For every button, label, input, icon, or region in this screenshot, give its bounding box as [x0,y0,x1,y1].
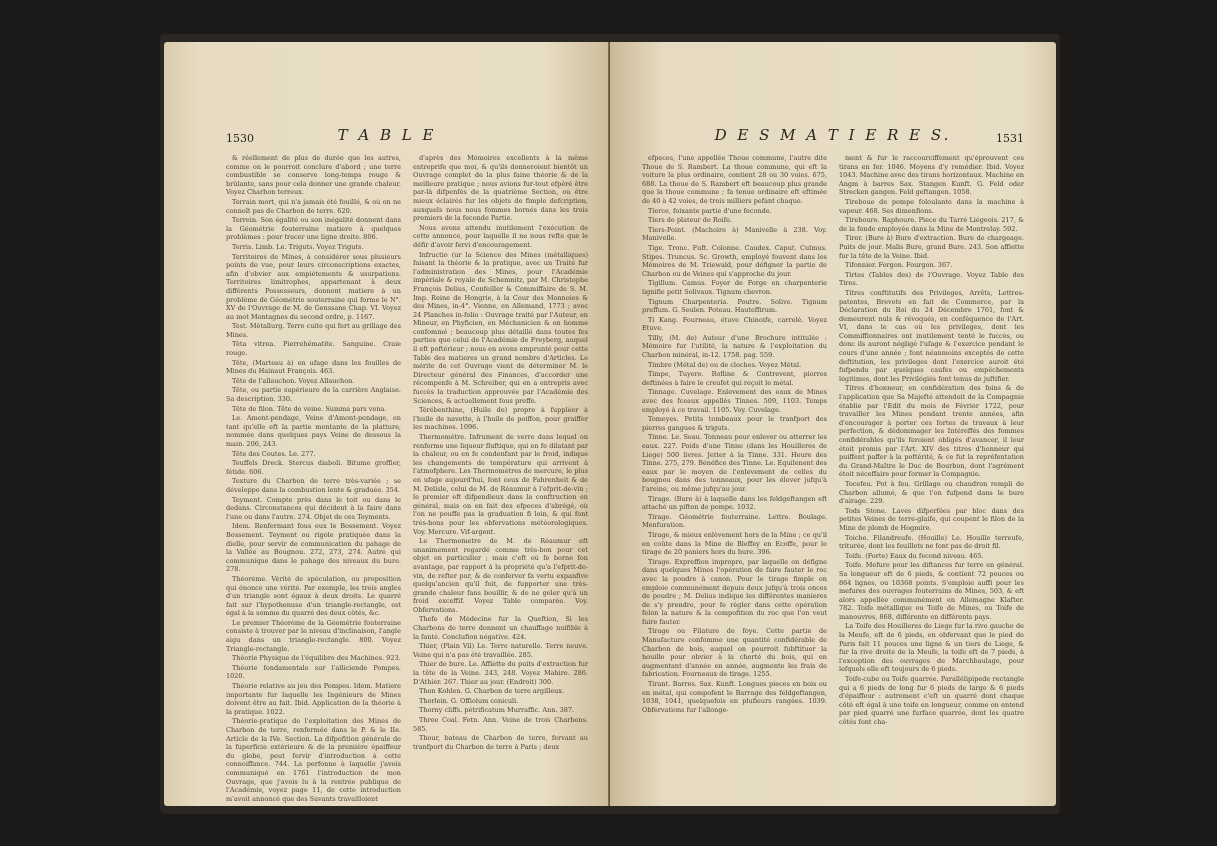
index-entry: Tocefeu. Pot à feu. Grillage ou chaudron rempli de Charbon allumé, & que l'on fufpend dans le bure d'airage. 229. [839,479,1024,506]
index-entry: Texture du Charbon de terre très-variée ; se développe dans la combustion lente & graduée. 354. [226,477,401,494]
index-entry: Tirage. (Bure à) à laquelle dans les feldgeftangen eft attaché un pifton de pompe. 1032. [642,494,827,512]
index-entry: Tête de l'allauchon. Voyez Allauchon. [232,376,355,385]
index-entry: Théorie fondamentale sur l'alliciende Pompes. 1020. [226,663,401,681]
index-entry: efpeces, l'une appellée Thoue commune, l'autre dite Thoue de S. Rambert. La thoue commune, qui eft la voiture la plus ordinaire, contient 28 ou 30 voies. 675, 688. La thoue de S. Rambert eft beaucoup plus grande que la thoue commune ; fa tenue ordinaire eft eftimée de 40 à 42 voies, de trois milliers pefant chaque. [642,154,827,205]
index-entry: Toife. (Forte) Eaux du fecond niveau. 465. [845,551,984,560]
index-entry: Terrein. Son égalité ou son inégalité donnent dans la Géométrie fouterraine matiere à quelques problèmes : pour tracer une ligne droite. 806. [226,216,401,242]
index-entry: Territoires de Mines, à considérer sous plusieurs points de vue, pour leurs circonscriptions exactes, afin d'obvier aux empiétements & usurpations. Territoires limitrophes, appartenant à deux différents Possesseurs, donnent matiere à un problème de Géométrie souterraine qui forme le N°. XV de l'Ouvrage de M. de Genssane Chap. VI. Voyez au mot Montagnes du second ordre, p. 1167. [226,252,401,321]
index-entry: Le. Amont-pendage, Veine d'Amont-pendage, en tant qu'elle eft la partie montante de la platture, nommée dans quelques pays Veine de dessous la main. 206, 243. [226,414,401,448]
index-entry: Test. Métallurg. Terre cuite qui fert au grillage des Mines. [226,322,401,339]
index-entry: Terris. Limb. Le. Triguts. Voyez Triguts. [232,242,364,251]
index-entry: Titres conftitutifs des Privileges, Arrêts, Lettres-patentes, Brevets en fait de Commerce, par la Déclaration du Roi du 24 Décembre 1761, font & demeurent nuls & révoqués, en conféquence de l'Art. VI, dans le cas où les privileges, dont les Commiffionnaires ont inutilement tenté le fuccès, ou donc ils auront négligé l'ufage & l'exercice pendant le cours d'une année ; font néanmoins exceptés de cette deftitution, les privileges dont l'exercice auroit été fufpendu par quelques caufes ou empêchements légitimes, dont les Privilégiés font tenus de juftifier. [839,288,1024,383]
left-page-number: 1530 [226,132,254,145]
left-page [164,42,610,806]
index-entry: Tignum Charpenteria. Poutre. Solive. Tignum preffum. G. Seulen. Poteau. Hauteffirum. [642,297,827,315]
index-entry: Le Thermometre de M. de Réaumur eft unanimement regardé comme très-bon pour cet objet en particulier ; mais c'eft où fe borne fon avantage, par rapport à la propriété qu'a l'efprit-de-vin, de refter pur, & de conferver fa vertu expanfive quelqu'ancien qu'il foit, de fupporter une très-grande chaleur fans bouillir, & de ne geler qu'à un froid exceffif. Voyez Table comparée. Voy. Obfervations. [413,537,588,614]
index-entry: d'après des Mémoires excellents à la même entreprife que moi, & qu'ils donneroient bientôt un Ouvrage complet de la plus faine théorie & de la meilleure pratique ; nous avions fur-tout efpéré être par-là difpenfés de la quatrième Section, ou être mieux éclairés fur les objets de fimple defcription, auxquels nous nous fommes bornés dans les trois premiers de la feconde Partie. [413,154,588,223]
index-entry: Théorie relative au jeu des Pompes. Idem. Matiere importante fur laquelle les Ingénieurs de Mines doivent être au fait. Ibid. Application de la théorie à la pratique. 1022. [226,682,401,716]
index-entry: Thon Kohlen. G. Charbon de terre argilleux. [419,687,565,696]
index-entry: La Toife des Houilleres de Liege fur la rive gauche de la Meufe, eft de 6 pieds, en obfervant que le pied de Paris fait 11 pouces une ligne & un tiers de Liege, & fur la rive droite de la Meufe, la toife eft de 7 pieds, à l'exception des ouvrages de Marchbaulage, pour lefquels elle eft toujours de 6 pieds. [839,622,1024,674]
index-entry: Tirtes (Tables des) de l'Ouvrage. Voyez Table des Tires. [839,270,1024,288]
index-entry: Tigillum. Camus. Foyer de Forge en charpenterie lignifie petit Solivaux. Tignum chevron. [642,279,827,296]
index-entry: Tirage. Géométrie fouterraine. Lettre. Boulage. Menfuration. [642,512,827,530]
index-entry: Toiche. Filandreufe. (Houille) Le. Houille terreufe, triturée, dont les feuillets ne font pas de droit fil. [839,533,1024,551]
right-column-1 [642,154,827,772]
index-entry: Thorlein. G. Offiolum coniculi. [419,696,519,705]
index-entry: Tirant. Barres. Sax. Kunft. Longues pieces en bois ou en métal, qui compofent le Barrage des feldgeftangen, 1038, 1041, quelquefois en plufieurs rangées. 1039. Obfervations fur l'allonge- [642,680,827,714]
index-entry: Tête, (Marteau à) en ufage dans les fouilles de Mines du Hainaut François. 463. [226,358,401,376]
index-entry: Tête des Coutes. Le. 277. [232,449,316,458]
index-entry: Tods Stone. Laves difperfées par bloc dans des petites Veines de terre-glaife, qui coupent le filon de la Mine de plomb de Hogmire. [839,506,1024,532]
right-column-2 [839,154,1024,772]
index-entry: Tiers de plateur de Roife. [648,216,733,225]
index-entry: Infructio (ur la Science des Mines (métalliques) faisant la théorie & la pratique, avec un Traité fur l'administration des Mines, pour l'Académie impériale & royale de Schemnitz, par M. Christophe François Delius, Confeiller & Commiffaire de S. M. Imp. Reine de Hongrie, à la Cour des Monnoies & des Mines, in-4°. Vienne, en Allemand, 1773 ; avec 24 Planches in-folio : Ouvrage traité par l'Auteur, en Mineur, en Phyficien, en Méchanicien & en homme confommé ; beaucoup plus détaillé dans toutes fes parties que celui de l'Académie de Freyberg, auquel il eft poftérieur ; nous en avons emprunté pour cette Table des matieres un grand nombre d'Articles. Le mérite de cet Ouvrage vient de déterminer M. le Directeur général des Finances, d'accorder une récompenfe à M. Schreiber, qui en a entrepris avec fuccès la traduction approuvée par l'Académie des Sciences, & actuellement fous preffe. [413,250,588,405]
index-entry: Tige. Tronc. Fuft. Colonne. Caudex. Caput. Culmus. Stipes. Truncus. Sc. Growth, employé fouvent dans les Mémoires de M. Triewald, pour défigner la partie de Charbon ou de Veines qui s'approche du jour. [642,243,827,278]
right-page [610,42,1056,806]
left-column-1 [226,154,401,803]
open-book [160,34,1060,814]
index-entry: Titres d'honneur, en confidération des foins & de l'application que Sa Majefté attendoit de la Compagnie établie par l'Edit du mois de Février 1722, pour travailler les Mines pendant trente années, afin d'encourager à porter ces fortes de travaux à leur perfection, & dédommager les Intéreffés des fommes confidérables qu'ils feroient obligés d'avancer, il leur étoit promis par l'Art. XIV des titres d'honneur qui puiffent paffer à la poftérité, & ce fut la repréfentation du Grand-Maître le Duc de Bourbon, dont l'agrément étoit néceffaire pour former la Compagnie. [839,384,1024,479]
index-entry: Théorie Physique de l'équilibre des Machines. 923. [232,654,401,663]
index-entry: Idem. Renfermant fous eux le Bossement. Voyez Bossement. Teyment ou rigole pratiquée dans la dielle, pour servir de communication du pahage de la Vallée au Bougnou. 272, 273, 274. Autre qui communique dans le pahage des niveaux du bure. 278. [226,522,401,574]
index-entry: Tirage, & mieux enlèvement hors de la Mine ; ce qu'il en coûte dans la Mine de Bleffey en Ecoffe, pour le tirage de 20 paniers hors du bure. 396. [642,530,827,557]
index-entry: Tirage ou Filature de foye. Cette partie de Manufacture confomme une quantité confidérable de Charbon de bois, auquel on pourroit fubftituer la houille pour obvier à la cherté du bois, qui en augmentant d'année en année, augmente les frais de fabrication. Fourneaux de tirage. 1255. [642,627,827,679]
index-entry: Ti Kang. Fourneau, étuve Chinoife, carrelé. Voyez Etuve. [642,315,827,333]
left-page-columns [226,154,588,803]
index-entry: Tirage. Expreffion impropre, par laquelle on défigne dans quelques Mines l'opération de faire fauter le roc avec la poudre à canon. Pour le tirage fimple on emploie communément depuis deux jufqu'à trois onces de poudre ; M. Delius indique les différentes manieres de s'y prendre, pour fe régler dans cette opération felon la nature & la compofition du roc que l'on veut faire fauter. [642,557,827,626]
index-entry: Teyment. Compte près dans le toit ou dans le dedans. Circonstances qui décident à la faire dans l'une ou dans l'autre. 274. Objet de ces Teyments. [226,495,401,521]
index-entry: Térébenthine, (Huile de) propre à fuppléer à l'huile de navette, à l'huile de poiffon, pour graiffer les machines. 1096. [413,406,588,432]
index-entry: Thour, bateau de Charbon de terre, fervant au tranfport du Charbon de terre à Paris ; deux [413,734,588,751]
index-entry: Tomeyes. Petits tombeaux pour le tranfport des pierres gangues & triguts. [642,415,827,432]
index-entry: Tête de filon. Tête de veine. Summa pars vena. [232,404,387,413]
index-entry: Tête, ou partie supérieure de la carrière Anglaise. Sa description. 330. [226,386,401,404]
index-entry: Tinnage. Cuvelage. Enlevement des eaux de Mines avec des fceaux appellés Tinnes. 509, 1103. Temps employé à ce travail. 1105. Voy. Cuvelage. [642,388,827,414]
index-entry: Thermomètre. Infrument de verre dans lequel on renferme une liqueur fluftique, qui en fe dilatant par la chaleur, ou en fe condenfant par le froid, indique les changements de température qui arrivent à l'atmofphere. Les Thermomètres de mercure, le plus en ufage aujourd'hui, font ceux de Fahrenheit & de M. Delisle, celui de M. de Réaumur à l'efprit-de-vin ; le premier eft difpendieux dans la conftruction en général, mais on en fait des efpeces d'abrégé, où l'on ne pouffe pas la graduation fi loin, & qui font très-bons pour les obfervations météorologiques. Voy. Mercure. Vif-argent. [413,433,588,536]
index-entry: Thefe de Médecine fur la Queftion, Si les Charbons de terre donnent un chauffage nuifible à la fanté. Conclufion négative. 424. [413,615,588,641]
right-page-columns [642,154,1024,772]
index-entry: Thorny cliffs. pétrificatum Murraffic. Ann. 387. [419,706,575,715]
index-entry: Timbre (Métal de) ou de cloches. Voyez Métal. [648,360,802,369]
index-entry: Tilly, (M. de) Auteur d'une Brochure intitulée : Mémoire fur l'utilité, la nature & l'exploitation du Charbon minéral, in-12. 1758. pag. 559. [642,333,827,360]
index-entry: Terrain mort, qui n'a jamais été fouillé, & où on ne connoît pas de Charbon de terre. 620. [226,197,401,215]
index-entry: Tireboue de pompe foloulante dans la machine à vapeur. 468. Ses dimenfions. [839,197,1024,215]
index-entry: Théorème. Vérité de spéculation, ou proposition qui énonce une vérité. Par exemple, les trois angles d'un triangle sont égaux à deux droits. Le quarré fait sur l'hypothenuse d'un triangle-rectangle, est égal à la somme du quarré des deux côtés, &c. [226,574,401,618]
index-entry: Timpe, Tuyere. Rofline & Contrevent, pierres deftinées à faire le creufet qui reçoit le métal. [642,370,827,387]
index-entry: Théorie-pratique de l'exploitation des Mines de Charbon de terre, renfermée dans le P. & le IIe. Article de la IVe. Section. La difpofition générale de la fuperficie extérieure & de la première épaiffeur du globe, peut fervir d'introduction à cette connoiffance. 744. La perfonne à laquelle j'avois communiqué en 1761 l'introduction de mon Ouvrage, que j'avois lu à la rentrée publique de l'Académie, voyez page 11, de cette introduction m'avoit annoncé que des Savants travailloient [226,717,401,803]
left-running-title: T A B L E [337,126,437,144]
right-running-title: D E S M A T I E R E S. [714,126,952,144]
right-page-number: 1531 [996,132,1024,145]
index-entry: Têta vitrea. Pierrehématite. Sanguine. Craie rouge. [226,340,401,358]
left-column-2 [413,154,588,772]
index-entry: Tinne. Le. Seau. Tonneau pour enlever ou atterrer les eaux. 227. Poids d'une Tinne (dans les Houilleres de Liege) 500 livres. Jetter à la Tinne. 331. Heure des Tinne. 275, 279. Bénéfice des Tinne. Le. Equilenent des eaux par le moyen de l'enlevement de celles du bougnou dans des tonneaux, pour les élever jufqu'à l'areine, ou même jufqu'au jour. [642,433,827,493]
index-entry: Teuffels Dreck. Stercus diaboli. Bitume groffier, fétide. 606. [226,459,401,476]
index-entry: Toife-cube ou Toife quarrée. Parallélipipede rectangle qui a 6 pieds de long fur 6 pieds de large & 6 pieds d'épaiffeur : autrement c'eft un quarré dont chaque côté eft égal à une toife en longueur, comme on entend par pied quarré une furface quarrée, dont les quatre côtés font cha- [839,675,1024,726]
index-entry: & réellement de plus de durée que les autres, comme on le pourroit conclure d'abord ; une terre combustible se conserve long-temps rouge & brûlante, sans pour cela donner une grande chaleur. Voyez Charbon terreux. [226,154,401,197]
right-page-header [610,126,1056,148]
index-entry: Three Coal. Fetn. Ann. Veine de trois Charbons. 585. [413,716,588,733]
index-entry: Tifonnier. Fergon. Fourgon. 367. [845,261,953,270]
index-entry: Tierce, foixante partie d'une feconde. [648,206,772,215]
index-entry: Thier, (Plain Vil) Le. Terre naturelle. Terre neuve. Veine qui n'a pas été travaillée. 285. [413,642,588,659]
index-entry: ment & fur le raccourciffement qu'éprouvent ces tirans en fer. 1046. Moyens d'y remédier. Ibid. Voyez 1043. Machine avec des tirans horizontaux. Machine en Angm à barres Sax. Stangen Kunft. G. Feld oder Strecken gangen. Feld geftangen. 1058. [839,154,1024,197]
index-entry: Toife. Mefure pour les diftances fur terre en général. Sa longueur eft de 6 pieds, & contient 72 pouces ou 864 lignes, ou 10368 points. S'emploie auffi pour les mefures des ouvrages fouterrains de Mines, 503, & eft alors appellée communément en Allemagne Klafter. 782. Toife métallique ou Toife de Mines, ou Toife de manouvres, 868, différente en différents pays. [839,561,1024,621]
left-page-header [164,126,610,148]
index-entry: Nous avons attendu inutilement l'exécution de cette annonce, pour laquelle il ne nous refte que le défir d'avoir fervi d'encouragement. [413,223,588,249]
index-entry: Tirer. (Bure à) Bure d'extraction. Bure de chargeage. Puits de jour. Malis Bure, grand Bure. 243. Son affiette fur la tête de la Veine. Ibid. [839,234,1024,260]
index-entry: Thier de bure. Le. Affiette du puits d'extraction fur la tête de la Veine. 243, 248. Voyez Mahire. 286. D'Athier. 267. Thier au jour. (Endroit) 300. [413,660,588,686]
index-entry: Tireboure. Raphoure. Piece du Tarré Liégeois. 217, & de la fonde employée dans la Mine de Montrelay. 592. [839,216,1024,233]
index-entry: Tiers-Point. (Machoire à) Manivelle à 238. Voy. Manivelle. [642,225,827,243]
index-entry: Le premier Théorème de la Géométrie fouterraine consiste à trouver par le niveau d'inclinaison, l'angle aigu dans un triangle-rectangle. 800. Voyez Triangle-rectangle. [226,618,401,653]
